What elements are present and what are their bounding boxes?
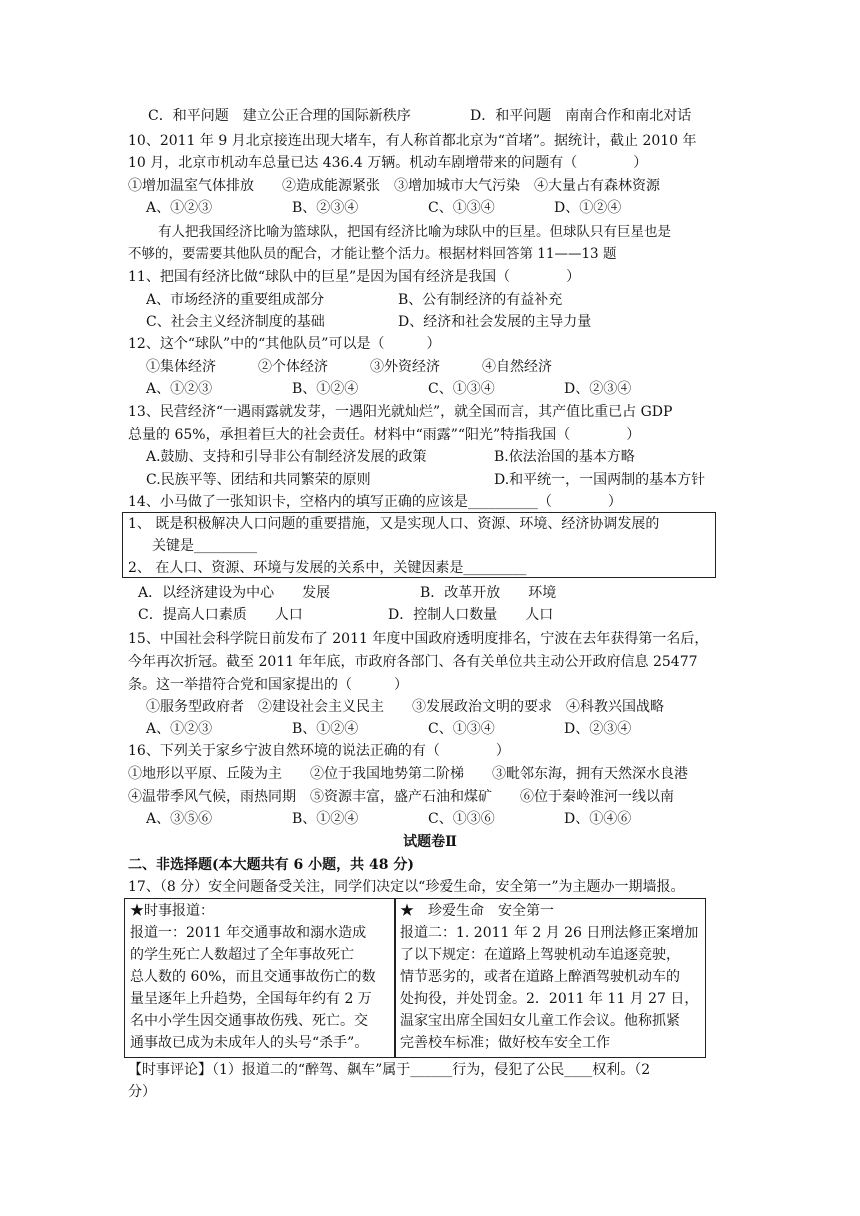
q16-option-d: D、①④⑥ bbox=[564, 811, 632, 827]
q15-option-b: B、①②④ bbox=[292, 721, 359, 737]
q12-option-b: B、①②④ bbox=[292, 381, 359, 397]
q17-right-line: 报道二：1. 2011 年 2 月 26 日刑法修正案增加 bbox=[400, 925, 699, 941]
q11-option-a: A、市场经济的重要组成部分 bbox=[146, 292, 325, 308]
q17-left-line: 总人数的 60%，而且交通事故伤亡的数 bbox=[130, 969, 376, 985]
q11-option-c: C、社会主义经济制度的基础 bbox=[146, 314, 325, 330]
q11-option-b: B、公有制经济的有益补充 bbox=[398, 292, 563, 308]
q15-option-a: A、①②③ bbox=[146, 721, 213, 737]
q14-option-d: D．控制人口数量 人口 bbox=[388, 607, 554, 623]
q10-option-a: A、①②③ bbox=[146, 200, 213, 216]
q12-stem: 12、这个“球队”中的“其他队员”可以是（ ） bbox=[128, 336, 441, 352]
q14-stem: 14、小马做了一张知识卡，空格内的填写正确的应该是__________（ ） bbox=[128, 494, 622, 510]
q17-left-line: 通事故已成为未成年人的头号“杀手”。 bbox=[130, 1035, 369, 1051]
q16-items-line1: ①地形以平原、丘陵为主 ②位于我国地势第二阶梯 ③毗邻东海，拥有天然深水良港 bbox=[128, 766, 688, 782]
q17-left-line: 量呈逐年上升趋势，全国每年约有 2 万 bbox=[130, 991, 372, 1007]
q14-card-item1-line2: 关键是_________ bbox=[152, 538, 257, 554]
q16-stem: 16、下列关于家乡宁波自然环境的说法正确的有（ ） bbox=[128, 743, 510, 759]
q13-option-c: C.民族平等、团结和共同繁荣的原则 bbox=[146, 472, 371, 488]
q11-stem: 11、把国有经济比做“球队中的巨星”是因为国有经济是我国（ ） bbox=[128, 269, 581, 285]
q17-left-line: 的学生死亡人数超过了全年事故死亡 bbox=[130, 947, 354, 963]
q9-option-c: C．和平问题 建立公正合理的国际新秩序 bbox=[148, 108, 411, 124]
material-line1: 有人把我国经济比喻为篮球队，把国有经济比喻为球队中的巨星。但球队只有巨星也是 bbox=[158, 224, 671, 240]
q15-stem-line2: 今年再次折冠。截至 2011 年年底，市政府各部门、各有关单位共主动公开政府信息 25477 bbox=[128, 654, 698, 670]
q9-option-d: D．和平问题 南南合作和南北对话 bbox=[470, 108, 692, 124]
q12-items: ①集体经济 ②个体经济 ③外资经济 ④自然经济 bbox=[146, 359, 552, 375]
q13-stem-line2: 总量的 65%，承担着巨大的社会责任。材料中“雨露”“阳光”特指我国（ ） bbox=[128, 427, 641, 443]
q17-right-line: 完善校车标准；做好校车安全工作 bbox=[400, 1035, 610, 1051]
q14-option-c: C．提高人口素质 人口 bbox=[138, 607, 303, 623]
q15-stem-line1: 15、中国社会科学院日前发布了 2011 年度中国政府透明度排名，宁波在去年获得第一名后， bbox=[128, 631, 709, 647]
q15-option-c: C、①③④ bbox=[428, 721, 495, 737]
q17-stem: 17、（8 分）安全问题备受关注，同学们决定以“珍爱生命，安全第一”为主题办一期墙报。 bbox=[128, 879, 685, 895]
q12-option-c: C、①③④ bbox=[428, 381, 495, 397]
q12-option-a: A、①②③ bbox=[146, 381, 213, 397]
q17-comment-line2: 分） bbox=[128, 1084, 156, 1100]
q16-option-a: A、③⑤⑥ bbox=[146, 811, 213, 827]
q14-card-item2: 2、 在人口、资源、环境与发展的关系中，关键因素是_________ bbox=[128, 560, 527, 576]
q13-stem-line1: 13、民营经济“一遇雨露就发芽，一遇阳光就灿烂”，就全国而言，其产值比重已占 GDP bbox=[128, 404, 673, 420]
q13-option-d: D.和平统一，一国两制的基本方针 bbox=[494, 472, 706, 488]
q10-stem-line1: 10、2011 年 9 月北京接连出现大堵车，有人称首都北京为“首堵”。据统计，截止 2010 年 bbox=[128, 133, 697, 149]
q17-left-line: 名中小学生因交通事故伤残、死亡。交 bbox=[130, 1013, 368, 1029]
q17-right-line: 处拘役，并处罚金。2．2011 年 11 月 27 日， bbox=[400, 991, 699, 1007]
q16-items-line2: ④温带季风气候，雨热同期 ⑤资源丰富，盛产石油和煤矿 ⑥位于秦岭淮河一线以南 bbox=[128, 789, 674, 805]
q17-left-line: 报道一：2011 年交通事故和溺水造成 bbox=[130, 925, 367, 941]
section2-heading: 二、非选择题(本大题共有 6 小题，共 48 分) bbox=[128, 857, 414, 873]
q17-right-line: 温家宝出席全国妇女儿童工作会议。他称抓紧 bbox=[400, 1013, 680, 1029]
material-line2: 不够的，要需要其他队员的配合，才能让整个活力。根据材料回答第 11——13 题 bbox=[128, 246, 617, 262]
q12-option-d: D、②③④ bbox=[564, 381, 632, 397]
q14-option-a: A．以经济建设为中心 发展 bbox=[138, 585, 331, 601]
q17-comment-line1: 【时事评论】（1）报道二的“醉驾、飙车”属于______行为，侵犯了公民____权利。（2 bbox=[128, 1062, 651, 1078]
q14-option-b: B．改革开放 环境 bbox=[420, 585, 557, 601]
q11-option-d: D、经济和社会发展的主导力量 bbox=[398, 314, 592, 330]
q10-stem-line2: 10 月，北京市机动车总量已达 436.4 万辆。机动车剧增带来的问题有（ ） bbox=[128, 155, 648, 171]
q15-items: ①服务型政府者 ②建设社会主义民主 ③发展政治文明的要求 ④科教兴国战略 bbox=[146, 699, 664, 715]
q13-option-a: A.鼓励、支持和引导非公有制经济发展的政策 bbox=[146, 449, 427, 465]
q17-left-line: ★时事报道： bbox=[130, 903, 214, 919]
q16-option-c: C、①③⑥ bbox=[428, 811, 495, 827]
q10-option-b: B、②③④ bbox=[292, 200, 359, 216]
q10-items: ①增加温室气体排放 ②造成能源紧张 ③增加城市大气污染 ④大量占有森林资源 bbox=[128, 178, 660, 194]
q10-option-c: C、①③④ bbox=[428, 200, 495, 216]
q17-right-line: 了以下规定：在道路上驾驶机动车追逐竞驶， bbox=[400, 947, 680, 963]
q10-option-d: D、①②④ bbox=[554, 200, 622, 216]
q15-stem-line3: 条。这一举措符合党和国家提出的（ ） bbox=[128, 677, 408, 693]
q17-right-line: ★ 珍爱生命 安全第一 bbox=[400, 903, 554, 919]
q17-right-line: 情节恶劣的，或者在道路上醉酒驾驶机动车的 bbox=[400, 969, 680, 985]
section2-title: 试题卷Ⅱ bbox=[403, 834, 457, 850]
q15-option-d: D、②③④ bbox=[564, 721, 632, 737]
q16-option-b: B、①②④ bbox=[292, 811, 359, 827]
q14-card-item1-line1: 1、 既是积极解决人口问题的重要措施，又是实现人口、资源、环境、经济协调发展的 bbox=[128, 516, 660, 532]
q13-option-b: B.依法治国的基本方略 bbox=[494, 449, 635, 465]
